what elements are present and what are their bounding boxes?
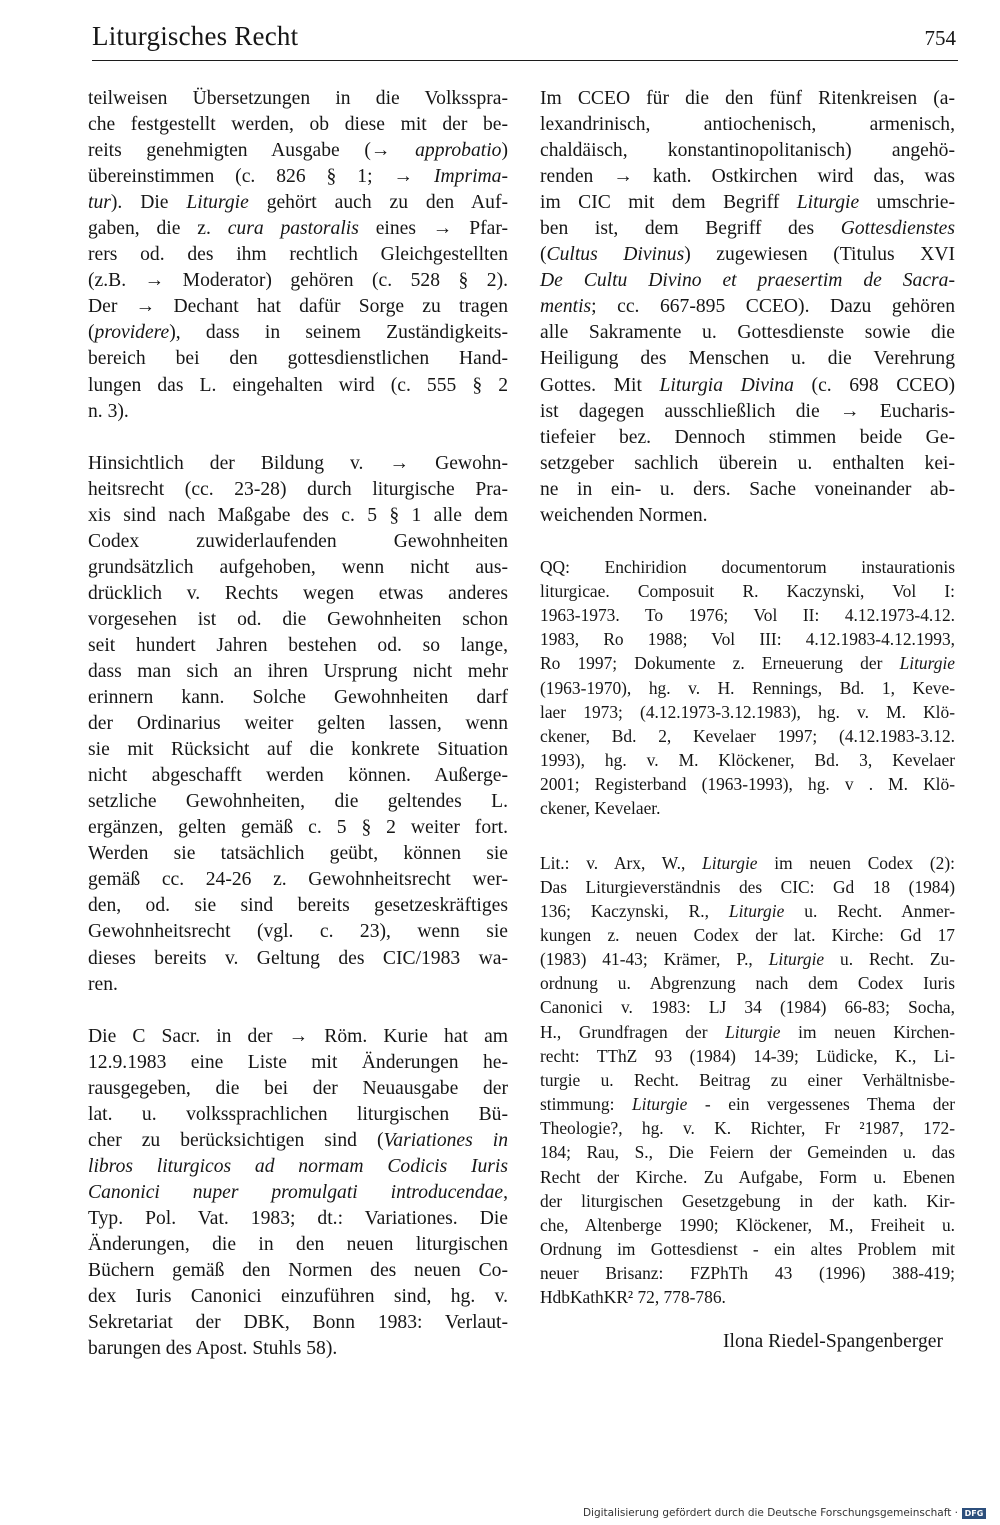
text-line: 136; Kaczynski, R., Liturgie u. Recht. Anmer- bbox=[540, 900, 955, 921]
text-line: den, od. sie sind bereits gesetzeskräftiges bbox=[88, 895, 508, 917]
text-line: ckener, Bd. 2, Kevelaer 1997; (4.12.1983-3.12. bbox=[540, 725, 955, 746]
text-line: der Ordinarius weiter gelten lassen, wenn bbox=[88, 713, 508, 735]
text-line: mentis; cc. 667-895 CCEO). Dazu gehören bbox=[540, 296, 955, 318]
text-line: (z.B. → Moderator) gehören (c. 528 § 2). bbox=[88, 270, 508, 292]
text-line: Ro 1997; Dokumente z. Erneuerung der Liturgie bbox=[540, 653, 955, 674]
text-line: turgie u. Recht. Beitrag zu einer Verhältnisbe- bbox=[540, 1069, 955, 1090]
text-line: cher zu berücksichtigen sind (Variationes in bbox=[88, 1129, 508, 1151]
text-line: Theologie?, hg. v. K. Richter, Fr ²1987, 172- bbox=[540, 1118, 955, 1139]
text-line: Im CCEO für die den fünf Ritenkreisen (a- bbox=[540, 88, 955, 109]
author-name: Ilona Riedel-Spangenberger bbox=[723, 1331, 943, 1353]
text-line: Codex zuwiderlaufenden Gewohnheiten bbox=[88, 530, 508, 552]
text-line: n. 3). bbox=[88, 400, 129, 422]
text-line: barungen des Apost. Stuhls 58). bbox=[88, 1338, 338, 1360]
text-line: 1983, Ro 1988; Vol III: 4.12.1983-4.12.1993, bbox=[540, 629, 955, 650]
text-line: che, Altenberge 1990; Klöckener, M., Freiheit u. bbox=[540, 1214, 955, 1235]
text-line: stimmung: Liturgie - ein vergessenes Thema der bbox=[540, 1094, 955, 1115]
text-line: weichenden Normen. bbox=[540, 504, 708, 526]
text-line: gaben, die z. cura pastoralis eines → Pfar- bbox=[88, 218, 508, 240]
text-line: dass man sich an ihren Ursprung nicht mehr bbox=[88, 660, 508, 682]
text-line: Änderungen, die in den neuen liturgischen bbox=[88, 1233, 508, 1255]
text-line: Sekretariat der DBK, Bonn 1983: Verlaut- bbox=[88, 1312, 508, 1334]
text-line: Canonici v. 1983: LJ 34 (1984) 66-83; Socha, bbox=[540, 997, 955, 1018]
text-line: lat. u. volkssprachlichen liturgischen Bü- bbox=[88, 1103, 508, 1125]
text-line: kungen z. neuen Codex der lat. Kirche: Gd 17 bbox=[540, 924, 955, 945]
text-line: lungen das L. eingehalten wird (c. 555 § 2 bbox=[88, 374, 508, 396]
text-line: grundsätzlich aufgehoben, wenn nicht aus- bbox=[88, 556, 508, 578]
text-line: Hinsichtlich der Bildung v. → Gewohn- bbox=[88, 452, 508, 474]
text-line: setzliche Gewohnheiten, die geltendes L. bbox=[88, 791, 508, 813]
text-line: erinnern kann. Solche Gewohnheiten darf bbox=[88, 687, 508, 709]
text-line: ben ist, dem Begriff des Gottesdienstes bbox=[540, 218, 955, 240]
text-line: im CIC mit dem Begriff Liturgie umschrie- bbox=[540, 192, 955, 214]
text-line: Heiligung des Menschen u. die Verehrung bbox=[540, 348, 955, 370]
text-line: recht: TThZ 93 (1984) 14-39; Lüdicke, K., Li- bbox=[540, 1045, 955, 1066]
text-line: setzgeber sachlich überein u. enthalten kei- bbox=[540, 452, 955, 474]
text-line: Gewohnheitsrecht (vgl. c. 23), wenn sie bbox=[88, 921, 508, 943]
footer bbox=[583, 1507, 986, 1519]
text-line: 2001; Registerband (1963-1993), hg. v . M. Klö- bbox=[540, 774, 955, 795]
text-line: rausgegeben, die bei der Neuausgabe der bbox=[88, 1077, 508, 1099]
text-line: ne in ein- u. ders. Sache voneinander ab- bbox=[540, 478, 955, 500]
text-line: rers od. des ihm rechtlich Gleichgestellten bbox=[88, 244, 508, 266]
text-line: che festgestellt werden, ob diese mit der be- bbox=[88, 114, 508, 136]
text-line: lexandrinisch, antiochenisch, armenisch, bbox=[540, 114, 955, 136]
text-line: libros liturgicos ad normam Codicis Iuris bbox=[88, 1155, 508, 1177]
text-line: H., Grundfragen der Liturgie im neuen Kirchen- bbox=[540, 1021, 955, 1042]
left-column bbox=[88, 86, 508, 1388]
paragraph bbox=[88, 86, 508, 425]
text-line: übereinstimmen (c. 826 § 1; → Imprima- bbox=[88, 166, 508, 188]
literature-block bbox=[540, 851, 955, 1310]
dfg-logo-icon: DFG bbox=[962, 1508, 986, 1519]
text-line: (Cultus Divinus) zugewiesen (Titulus XVI bbox=[540, 244, 955, 266]
text-line: alle Sakramente u. Gottesdienste sowie die bbox=[540, 322, 955, 344]
paragraph bbox=[88, 451, 508, 998]
text-line: (providere), dass in seinem Zuständigkeits- bbox=[88, 322, 508, 344]
text-line: Lit.: v. Arx, W., Liturgie im neuen Codex (2): bbox=[540, 852, 955, 873]
text-line: ckener, Kevelaer. bbox=[540, 798, 661, 819]
text-line: renden → kath. Ostkirchen wird das, was bbox=[540, 166, 955, 188]
text-line: tur). Die Liturgie gehört auch zu den Auf- bbox=[88, 192, 508, 214]
text-line: Werden sie tatsächlich geübt, können sie bbox=[88, 843, 508, 865]
text-line: liturgicae. Composuit R. Kaczynski, Vol I: bbox=[540, 580, 955, 601]
text-line: (1963-1970), hg. v. H. Rennings, Bd. 1, Keve- bbox=[540, 677, 955, 698]
text-line: drücklich v. Rechts wegen etwas anderes bbox=[88, 582, 508, 604]
text-line: 184; Rau, S., Die Feiern der Gemeinden u. das bbox=[540, 1142, 955, 1163]
text-line: dex Iuris Canonici einzuführen sind, hg. v. bbox=[88, 1286, 508, 1308]
text-line: teilweisen Übersetzungen in die Volksspra- bbox=[88, 88, 508, 109]
text-line: ordnung u. Abgrenzung nach dem Codex Iuris bbox=[540, 973, 955, 994]
text-line: laer 1973; (4.12.1973-3.12.1983), hg. v. M. Klö- bbox=[540, 701, 955, 722]
text-line: heitsrecht (cc. 23-28) durch liturgische Pra- bbox=[88, 478, 508, 500]
running-title: Liturgisches Recht bbox=[92, 21, 299, 51]
text-line: xis sind nach Maßgabe des c. 5 § 1 alle dem bbox=[88, 504, 508, 526]
text-line: Ordnung im Gottesdienst - ein altes Problem mit bbox=[540, 1239, 955, 1260]
paragraph bbox=[88, 1024, 508, 1363]
text-line: ergänzen, gelten gemäß c. 5 § 2 weiter fort. bbox=[88, 817, 508, 839]
text-line: Canonici nuper promulgati introducendae, bbox=[88, 1181, 508, 1203]
text-line: sie mit Rücksicht auf die konkrete Situation bbox=[88, 739, 508, 761]
text-line: vorgesehen ist od. die Gewohnheiten schon bbox=[88, 608, 508, 630]
text-line: seit hundert Jahren bestehen od. so lange, bbox=[88, 634, 508, 656]
text-line: De Cultu Divino et praesertim de Sacra- bbox=[540, 270, 955, 292]
running-header bbox=[92, 16, 958, 61]
text-line: gemäß cc. 24-26 z. Gewohnheitsrecht wer- bbox=[88, 869, 508, 891]
text-line: Das Liturgieverständnis des CIC: Gd 18 (1984) bbox=[540, 876, 955, 897]
footer-credit: Digitalisierung gefördert durch die Deutsche Forschungsgemeinschaft · bbox=[582, 1507, 958, 1519]
paragraph bbox=[540, 86, 955, 529]
text-line: Die C Sacr. in der → Röm. Kurie hat am bbox=[88, 1025, 508, 1047]
text-line: 1963-1973. To 1976; Vol II: 4.12.1973-4.12. bbox=[540, 605, 955, 626]
text-line: ist dagegen ausschließlich die → Eucharis- bbox=[540, 400, 955, 422]
text-line: 1993), hg. v. M. Klöckener, Bd. 3, Kevelaer bbox=[540, 750, 955, 771]
text-line: chaldäisch, konstantinopolitanisch) angehö- bbox=[540, 140, 955, 162]
text-line: der liturgischen Gesetzgebung in der kath. Kir- bbox=[540, 1190, 955, 1211]
right-column bbox=[540, 86, 955, 1355]
text-line: nicht abgeschafft werden können. Außerge- bbox=[88, 765, 508, 787]
text-line: QQ: Enchiridion documentorum instaurationis bbox=[540, 556, 955, 577]
sources-block bbox=[540, 555, 955, 821]
text-line: HdbKathKR² 72, 778-786. bbox=[540, 1287, 726, 1308]
text-line: Gottes. Mit Liturgia Divina (c. 698 CCEO) bbox=[540, 374, 955, 396]
text-line: reits genehmigten Ausgabe (→ approbatio) bbox=[88, 140, 508, 162]
page-number: 754 bbox=[924, 26, 956, 50]
text-line: tiefeier bez. Dennoch stimmen beide Ge- bbox=[540, 426, 955, 448]
text-line: ren. bbox=[88, 973, 118, 995]
text-line: Recht der Kirche. Zu Aufgabe, Form u. Ebenen bbox=[540, 1166, 955, 1187]
text-line: bereich bei den gottesdienstlichen Hand- bbox=[88, 348, 508, 370]
text-line: neuer Brisanz: FZPhTh 43 (1996) 388-419; bbox=[540, 1263, 955, 1284]
text-line: (1983) 41-43; Krämer, P., Liturgie u. Recht. Zu- bbox=[540, 949, 955, 970]
text-line: Der → Dechant hat dafür Sorge zu tragen bbox=[88, 296, 508, 318]
text-line: Typ. Pol. Vat. 1983; dt.: Variationes. Die bbox=[88, 1207, 508, 1229]
text-line: 12.9.1983 eine Liste mit Änderungen he- bbox=[88, 1051, 508, 1073]
text-line: dieses bereits v. Geltung des CIC/1983 wa- bbox=[88, 947, 508, 969]
text-line: Büchern gemäß den Normen des neuen Co- bbox=[88, 1260, 508, 1282]
